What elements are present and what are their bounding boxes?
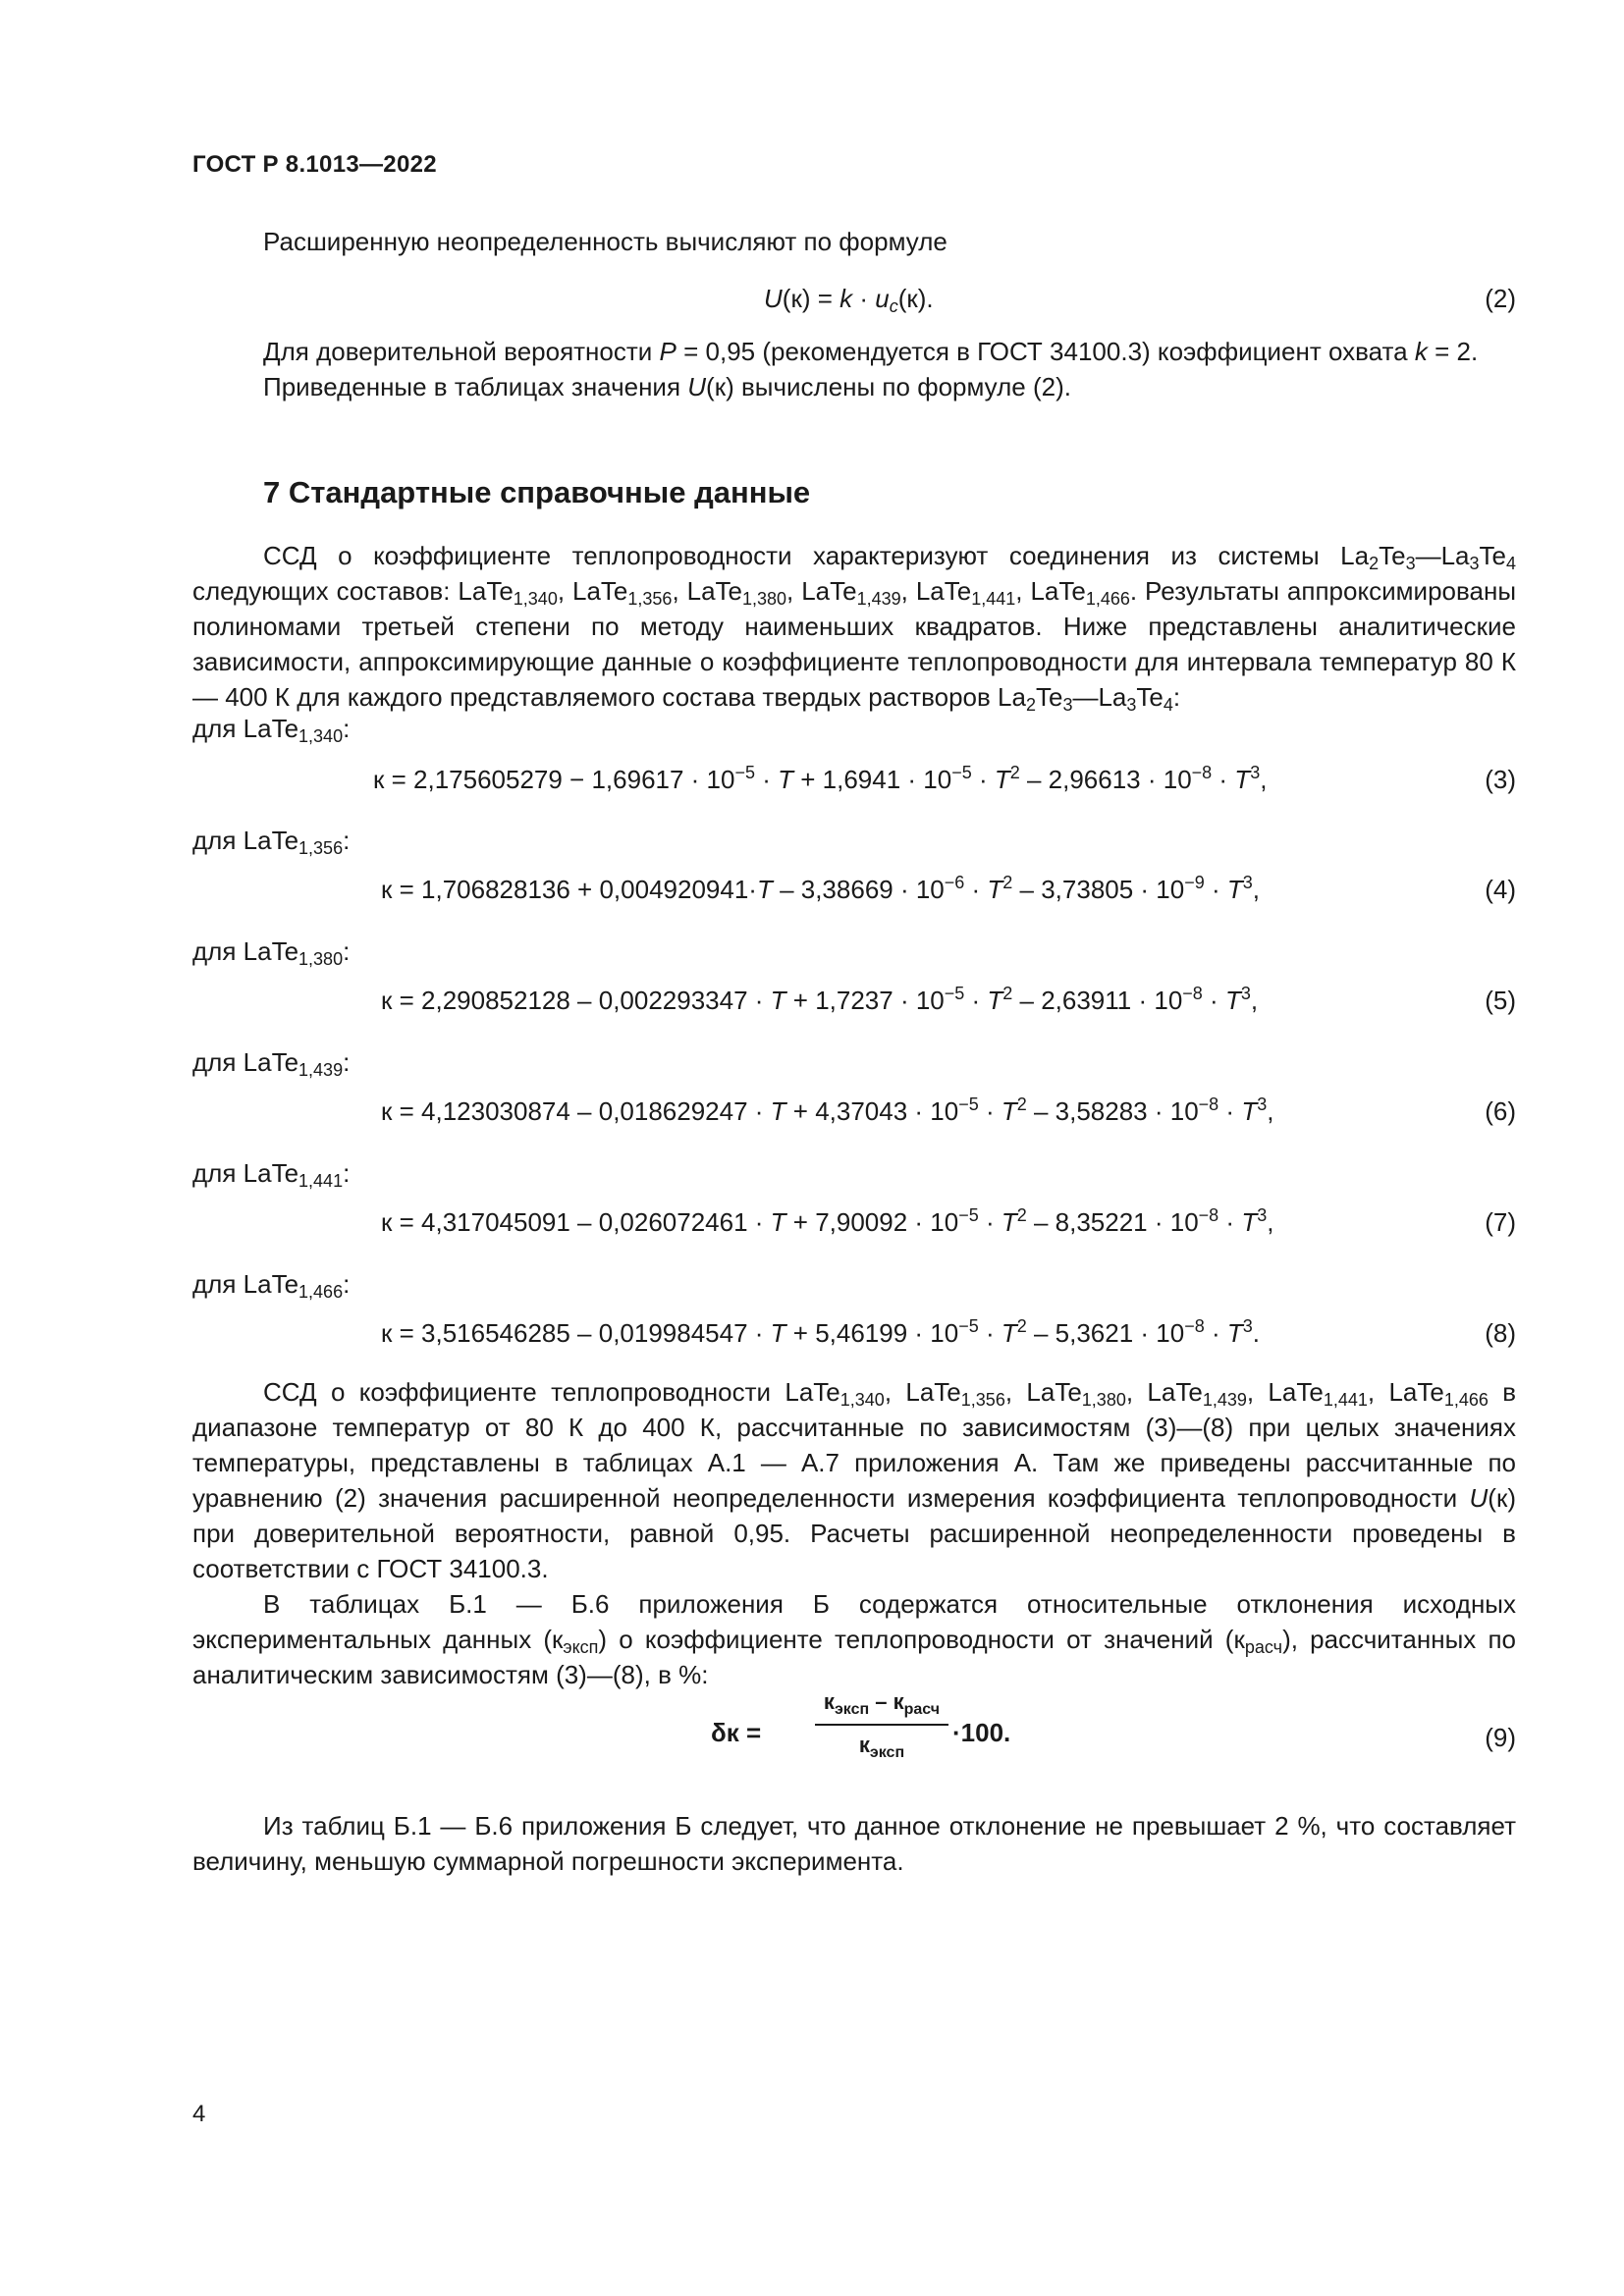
section-heading: 7 Стандартные справочные данные bbox=[263, 475, 811, 509]
conclusion-paragraph bbox=[192, 1808, 1516, 1879]
formula-number: (4) bbox=[1485, 875, 1516, 904]
formula-label: для LaTe$_{1,340}$: bbox=[192, 714, 351, 746]
formula-row bbox=[192, 1092, 1516, 1131]
formula-9-lhs: δк = bbox=[711, 1718, 762, 1747]
formula-number: (7) bbox=[1485, 1207, 1516, 1237]
page-number: 4 bbox=[192, 2101, 206, 2127]
formula-expression: $к = 4,317045091 - 0,026072461 \cdot T + 7,90092 \cdot 10^{-5} \cdot T^2 - 8,35221 \cdot 10^{-8} \cdot T^3$, bbox=[381, 1205, 1274, 1237]
formula-row bbox=[192, 981, 1516, 1020]
ssd-results-text: ССД о коэффициенте теплопроводности LaTe$_{1,340}$, LaTe$_{1,356}$, LaTe$_{1,380}$, LaTe$_{1,439}$, LaTe$_{1,441}$, LaTe$_{1,466}$ в диапазоне температур от 80 К до 400 К, рассчитанные по зависимостям (3)—(8) при целых значениях температуры, представлены в таблицах А.1 — А.7 приложения А. Там же приведены рассчитанные по уравнению (2) значения расширенной неопределенности измерения коэффициента теплопроводности U(к) при доверительной вероятности, равной 0,95. Расчеты расширенной неопределенности проведены в соответствии с ГОСТ 34100.3. bbox=[192, 1377, 1517, 1583]
formula-2-number: (2) bbox=[1485, 284, 1516, 313]
formula-9-number-row bbox=[192, 1718, 1516, 1761]
formula-9-numerator: $к_{эксп} - к_{расч}$ bbox=[823, 1689, 941, 1718]
formula-expression: $к = 2,290852128 - 0,002293347 \cdot T + 1,7237 \cdot 10^{-5} \cdot T^2 - 2,63911 \cdot 10^{-8} \cdot T^3$, bbox=[381, 984, 1259, 1015]
formula-number: (6) bbox=[1485, 1096, 1516, 1126]
formula-number: (8) bbox=[1485, 1318, 1516, 1348]
intro-text: Расширенную неопределенность вычисляют по формуле bbox=[263, 227, 947, 256]
formula-label: для LaTe$_{1,466}$: bbox=[192, 1269, 351, 1302]
formula-row bbox=[192, 760, 1516, 799]
formula-label: для LaTe$_{1,356}$: bbox=[192, 826, 351, 858]
formula-expression: $к = 3,516546285 - 0,019984547 \cdot T + 5,46199 \cdot 10^{-5} \cdot T^2 - 5,3621 \cdot 10^{-8} \cdot T^3$. bbox=[381, 1316, 1260, 1348]
formula-label: для LaTe$_{1,380}$: bbox=[192, 936, 351, 969]
formula-9-denominator: $к_{эксп}$ bbox=[858, 1733, 905, 1761]
coverage-text: Для доверительной вероятности P = 0,95 (рекомендуется в ГОСТ 34100.3) коэффициент охвата k = 2. bbox=[263, 337, 1479, 366]
formula-number: (5) bbox=[1485, 986, 1516, 1015]
document-header: ГОСТ Р 8.1013—2022 bbox=[192, 151, 437, 178]
formula-expression: $к = 1,706828136 + 0,004920941\cdot T - 3,38669 \cdot 10^{-6} \cdot T^2 - 3,73805 \cdot 10^{-9} \cdot T^3$, bbox=[381, 873, 1261, 904]
formula-row bbox=[192, 870, 1516, 909]
formula-9-number: (9) bbox=[1485, 1723, 1516, 1752]
table-values-text: Приведенные в таблицах значения U(к) вычислены по формуле (2). bbox=[263, 372, 1071, 401]
formula-expression: $к = 2,175605279 - 1,69617 \cdot 10^{-5} \cdot T + 1,6941 \cdot 10^{-5} \cdot T^2 - 2,96613 \cdot 10^{-8} \cdot T^3$, bbox=[373, 763, 1268, 794]
ssd-intro-paragraph bbox=[192, 538, 1516, 715]
conclusion-text: Из таблиц Б.1 — Б.6 приложения Б следует, что данное отклонение не превышает 2 %, что составляет величину, меньшую суммарной погрешности эксперимента. bbox=[192, 1811, 1516, 1876]
coverage-paragraph bbox=[192, 334, 1516, 404]
formula-row bbox=[192, 1313, 1516, 1353]
formula-2 bbox=[192, 279, 1516, 318]
intro-paragraph bbox=[192, 224, 1516, 259]
formula-label: для LaTe$_{1,439}$: bbox=[192, 1047, 351, 1080]
formula-9-rhs: ·100. bbox=[952, 1718, 1011, 1747]
formula-2-expression: $U(к) = k \cdot u_c(к)$. bbox=[764, 284, 934, 316]
formula-expression: $к = 4,123030874 - 0,018629247 \cdot T + 4,37043 \cdot 10^{-5} \cdot T^2 - 3,58283 \cdot 10^{-8} \cdot T^3$, bbox=[381, 1095, 1274, 1126]
formula-row bbox=[192, 1202, 1516, 1242]
ssd-intro-text: ССД о коэффициенте теплопроводности характеризуют соединения из системы $La_2Te_3—La_3Te_4$ следующих составов: LaTe$_{1,340}$, LaTe$_{1,356}$, LaTe$_{1,380}$, LaTe$_{1,439}$, LaTe$_{1,441}$, LaTe$_{1,466}$. Результаты аппроксимированы полиномами третьей степени по методу наименьших квадратов. Ниже представлены аналитические зависимости, аппроксимирующие данные о коэффициенте теплопроводности для интервала температур 80 К — 400 К для каждого представляемого состава твердых растворов $La_2Te_3—La_3Te_4$: bbox=[192, 541, 1517, 715]
formula-number: (3) bbox=[1485, 765, 1516, 794]
ssd-results-paragraph bbox=[192, 1374, 1516, 1692]
deviation-text: В таблицах Б.1 — Б.6 приложения Б содержатся относительные отклонения исходных экспериментальных данных $(к_{эксп})$ о коэффициенте теплопроводности от значений $(к_{расч})$, рассчитанных по аналитическим зависимостям (3)—(8), в %: bbox=[192, 1589, 1516, 1689]
formula-label: для LaTe$_{1,441}$: bbox=[192, 1158, 351, 1191]
